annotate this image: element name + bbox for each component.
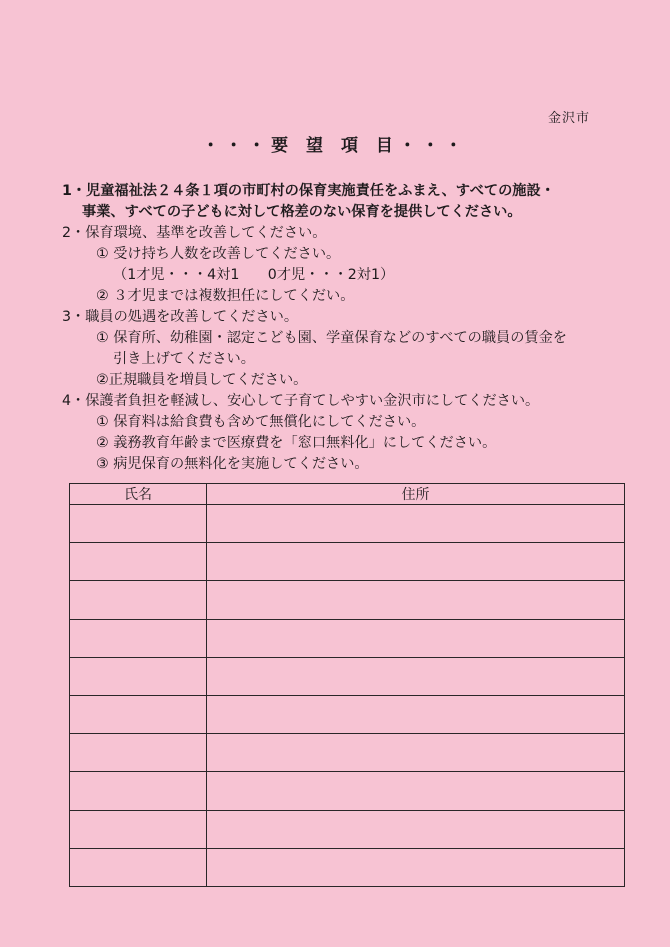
address-cell[interactable]: [207, 543, 625, 581]
request-item-4-1: ① 保育料は給食費も含めて無償化にしてください。: [96, 414, 426, 430]
city-label: 金沢市: [548, 111, 591, 126]
name-cell[interactable]: [70, 543, 207, 581]
request-item-4: 4・保護者負担を軽減し、安心して子育てしやすい金沢市にしてください。: [62, 393, 540, 409]
request-item-3: 3・職員の処遇を改善してください。: [62, 309, 299, 325]
request-items: [62, 181, 642, 475]
table-row: [70, 581, 625, 619]
table-row: [70, 543, 625, 581]
address-cell[interactable]: [207, 695, 625, 733]
name-cell[interactable]: [70, 581, 207, 619]
request-item-2: 2・保育環境、基準を改善してください。: [62, 225, 327, 241]
address-cell[interactable]: [207, 734, 625, 772]
request-item-3-2: ②正規職員を増員してください。: [96, 372, 308, 388]
page-title: ・・・要 望 項 目・・・: [202, 136, 468, 156]
name-cell[interactable]: [70, 810, 207, 848]
table-row: [70, 619, 625, 657]
request-item-3-1: ① 保育所、幼稚園・認定こども園、学童保育などのすべての職員の賃金を: [96, 330, 567, 346]
name-cell[interactable]: [70, 734, 207, 772]
address-cell[interactable]: [207, 848, 625, 886]
address-cell[interactable]: [207, 772, 625, 810]
table-row: [70, 772, 625, 810]
table-header-row: [70, 484, 625, 505]
address-cell[interactable]: [207, 505, 625, 543]
request-item-2-2: ② ３才児までは複数担任にしてくだい。: [96, 288, 355, 304]
address-cell[interactable]: [207, 581, 625, 619]
signature-table: [69, 483, 625, 887]
name-cell[interactable]: [70, 848, 207, 886]
request-item-4-3: ③ 病児保育の無料化を実施してください。: [96, 456, 369, 472]
request-item-2-1: ① 受け持ち人数を改善してください。: [96, 246, 341, 262]
name-column-header: 氏名: [70, 484, 207, 505]
table-row: [70, 505, 625, 543]
request-item-1: 1・児童福祉法２４条１項の市町村の保育実施責任をふまえ、すべての施設・: [62, 183, 555, 199]
address-cell[interactable]: [207, 619, 625, 657]
name-cell[interactable]: [70, 505, 207, 543]
name-cell[interactable]: [70, 772, 207, 810]
table-row: [70, 810, 625, 848]
address-cell[interactable]: [207, 657, 625, 695]
request-item-3-1-cont: 引き上げてください。: [113, 351, 255, 367]
address-cell[interactable]: [207, 810, 625, 848]
table-row: [70, 657, 625, 695]
request-item-1-cont: 事業、すべての子どもに対して格差のない保育を提供してください。: [82, 204, 522, 220]
name-cell[interactable]: [70, 657, 207, 695]
name-cell[interactable]: [70, 619, 207, 657]
name-cell[interactable]: [70, 695, 207, 733]
address-column-header: 住所: [207, 484, 625, 505]
table-row: [70, 848, 625, 886]
request-item-2-1-detail: （1才児・・・4対1 0才児・・・2対1）: [113, 267, 395, 283]
table-row: [70, 695, 625, 733]
request-item-4-2: ② 義務教育年齢まで医療費を「窓口無料化」にしてください。: [96, 435, 497, 451]
table-row: [70, 734, 625, 772]
